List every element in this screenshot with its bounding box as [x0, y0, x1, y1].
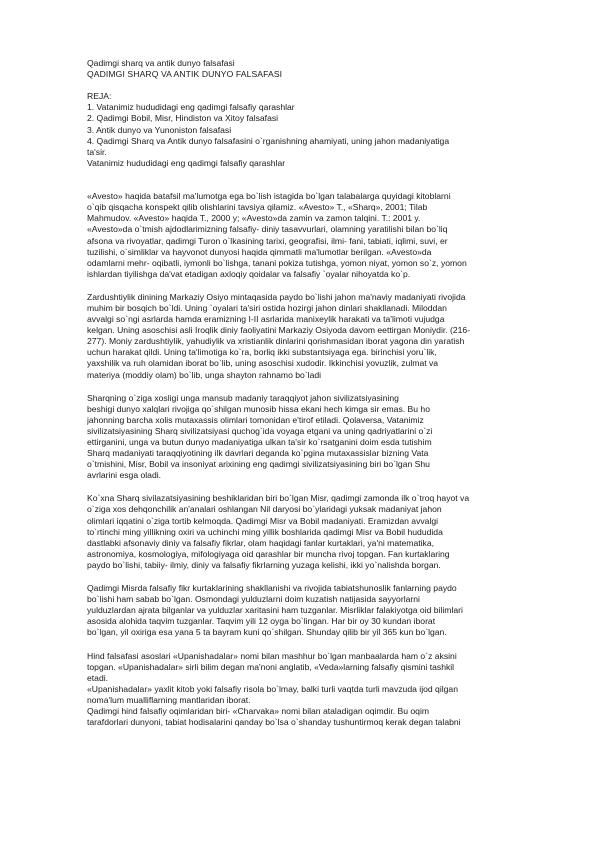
text-line: uchun harakat qildi. Uning ta'limotiga ko`ra, borliq ikki substantsiyaga ega. birinchisi yoru`lik, [87, 347, 437, 358]
text-line: Sharq madaniyati taraqqiyotining ilk davrlari deganda ko`pgina mutaxassislar bizning Vata [87, 448, 429, 459]
text-line: 277). Moniy zardushtiylik, yahudiylik va xristianlik dinlarini qorishmasidan iborat yagona din yaratish [87, 336, 465, 347]
paragraph-zardushtiylik [87, 292, 530, 381]
text-line: paydo bo`lishi, tabiiy- ilmiy, diniy va falsafiy fikrlarning yuzaga kelishi, ikki yo`nalishda borgan. [87, 559, 441, 570]
text-line: «Avesto»da o`tmish ajdodlarimizning falsafiy- diniy tasavvurlari, olamning yaratilishi bilan bo`liq [87, 224, 448, 235]
text-line: «Upanishadalar» yaxlit kitob yoki falsafiy risola bo`lmay, balki turli vaqtda turli mavzuda ijod qilgan [87, 683, 458, 694]
paragraph-hind [87, 651, 530, 729]
text-line: bo`lgan, yil oxiriga esa yana 5 ta bayram kuni qo`shilgan. Shunday qilib bir yil 365 kun bo`lgan. [87, 627, 447, 638]
plan-item: 4. Qadimgi Sharq va Antik dunyo falsafasini o`rganishning ahamiyati, uning jahon madaniyatiga [87, 135, 450, 146]
text-line: sivilizatsiyasining Sharq sivilizatsiyasi quchog`ida voyaga etgani va uning qadriyatlarini o`zi [87, 425, 433, 436]
plan-item: 3. Antik dunyo va Yunoniston falsafasi [87, 124, 232, 135]
text-line: tarafdorlari dunyoni, tabiat hodisalarini qanday bo`lsa o`shanday tushuntirmoq kerak degan talabni [87, 717, 461, 728]
text-line: Qadimgi hind falsafiy oqimlaridan biri- «Charvaka» nomi bilan ataladigan oqimdir. Bu oqim [87, 705, 430, 716]
text-line: to`rtinchi ming yillikning oxiri va uchinchi ming yillik boshlarida qadimgi Misr va Bobil hududida [87, 526, 443, 537]
plan-item: ta'sir. [87, 146, 107, 157]
text-line: Qadimgi Misrda falsafiy fikr kurtaklarining shakllanishi va rivojida tabiatshunoslik fanlarning paydo [87, 583, 457, 594]
text-line: etadi. [87, 672, 109, 683]
text-line: dastlabki afsonaviy diniy va falsafiy fikrlar, olam haqidagi fanlar kurtaklari, ya'ni matematika, [87, 537, 434, 548]
paragraph-misr [87, 493, 530, 571]
text-line: «Avesto» haqida batafsil ma'lumotga ega bo`lish istagida bo`lgan talabalarga quyidagi kitoblarni [87, 191, 451, 202]
paragraph-avesto [87, 191, 530, 280]
text-line: materiya (moddiy olam) bo`lib, unga shayton rahnamo bo`ladi [87, 369, 322, 380]
text-line: olimlari iqqatini o`ziga tortib kelmoqda. Qadimgi Misr va Bobil madaniyati. Eramizdan avvalgi [87, 515, 439, 526]
text-line: Mahmudov. «Avesto» haqida T., 2000 y; «Avesto»da zamin va zamon talqini. T.: 2001 y. [87, 213, 421, 224]
text-line: astronomiya, kosmologiya, mifologiyaga oid qarashlar bir muncha rivoj topgan. Fan kurtaklaring [87, 548, 450, 559]
text-line: jahonning barcha xolis mutaxassis olimlari tomonidan e'tirof etiladi. Qolaversa, Vatanimiz [87, 414, 424, 425]
plan-heading: REJA: [87, 91, 112, 102]
text-line: o`qib qisqacha konspekt qilib olishlarini tavsiya qilamiz. «Avesto» T., «Sharq», 2001; Tilab [87, 202, 428, 213]
document-title: Qadimgi sharq va antik dunyo falsafasi [87, 58, 235, 68]
plan-item: 2. Qadimgi Bobil, Misr, Hindiston va Xitoy falsafasi [87, 113, 279, 124]
text-line: yaxshilik va ruh olamidan iborat bo`lib, uning asoschisi xudodir. Ikkinchisi yovuzlik, zulmat va [87, 358, 439, 369]
text-line: tuzilishi, o`simliklar va hayvonot dunyosi haqida qimmatli ma'lumotlar berilgan. «Avesto»da [87, 246, 432, 257]
text-line: avrlarini esga oladi. [87, 470, 162, 481]
text-line: o`tmishini, Misr, Bobil va insoniyat arixining eng qadimgi sivilizatsiyasining biri bo`lgan Shu [87, 459, 430, 470]
document-title-caps: QADIMGI SHARQ VA ANTIK DUNYO FALSAFASI [87, 69, 283, 80]
text-line: Sharqning o`ziga xosligi unga mansub madaniy taraqqiyot jahon sivilizatsiyasining [87, 392, 399, 403]
section-heading: Vatanimiz hududidagi eng qadimgi falsafiy qarashlar [87, 157, 286, 168]
text-line: avvalgi so`ngi asrlarda hamda eramizning I-II asrlarida manixeylik harakati va ta'limoti vujudga [87, 314, 445, 325]
paragraph-misr-falsafa [87, 583, 530, 638]
text-line: ishlardan tiyilishga da'vat etadigan axloqiy qoidalar va falsafiy `oyalar nihoyatda ko`p. [87, 268, 411, 279]
text-line: odamlarni mehr- oqibatli, iymonli bo`lishga, tanani pokiza tutishga, yomon niyat, yomon so`z, yomon [87, 257, 467, 268]
text-line: afsona va rivoyatlar, qadimgi Turon o`lkasining tarixi, geografisi, ilmi- fani, tabiati, iqlimi, suvi, er [87, 235, 448, 246]
text-line: Zardushtiylik dinining Markaziy Osiyo mintaqasida paydo bo`lishi jahon ma'naviy madaniyati rivojida [87, 291, 466, 302]
text-line: bo`lishi ham sabab bo`lgan. Osmondagi yulduzlarni doim kuzatish natijasida sayyorlarni [87, 594, 420, 605]
text-line: topgan. «Upanishadalar» sirli bilim degan ma'noni anglatib, «Veda»larning falsafiy qismini tashkil [87, 661, 455, 672]
text-line: yulduzlardan ajrata bilganlar va yulduzlar xaritasini ham tuzganlar. Misrliklar falakiyotga oid bilimlari [87, 605, 463, 616]
text-line: asosida alohida taqvim tuzganlar. Taqvim yili 12 oyga bo`lingan. Har bir oy 30 kundan iborat [87, 616, 436, 627]
text-line: o`ziga xos dehqonchilik an'analari oshlangan Nil daryosi bo`ylaridagi yuksak madaniyat jahon [87, 504, 442, 515]
text-line: Ko`xna Sharq sivilazatsiyasining beshiklaridan biri bo`lgan Misr, qadimgi zamonda ilk o`troq hayot va [87, 493, 470, 504]
plan-item: 1. Vatanimiz hududidagi eng qadimgi falsafiy qarashlar [87, 102, 295, 113]
text-line: Hind falsafasi asoslari «Upanishadalar» nomi bilan mashhur bo`lgan manbaalarda ham o`z aksini [87, 650, 457, 661]
text-line: muhim bir bosqich bo`ldi. Uning `oyalari ta'siri ostida hozirgi jahon dinlari shakllanadi. Miloddan [87, 302, 447, 313]
paragraph-sharq [87, 393, 515, 482]
text-line: noma'lum mualliflarning mantlaridan iborat. [87, 694, 251, 705]
text-line: ettirganini, unga va butun dunyo madaniyatiga ulkan ta'sir ko`rsatganini doim esda tutishim [87, 437, 432, 447]
text-line: beshigi dunyo xalqlari rivojiga qo`shilgan munosib hissa ekani hech kimga sir emas. Bu ho [87, 403, 430, 414]
text-line: kelgan. Uning asoschisi asli Iroqlik diniy faoliyatini Markaziy Osiyoda davom eettirgan Moniydir. (216- [87, 325, 471, 336]
